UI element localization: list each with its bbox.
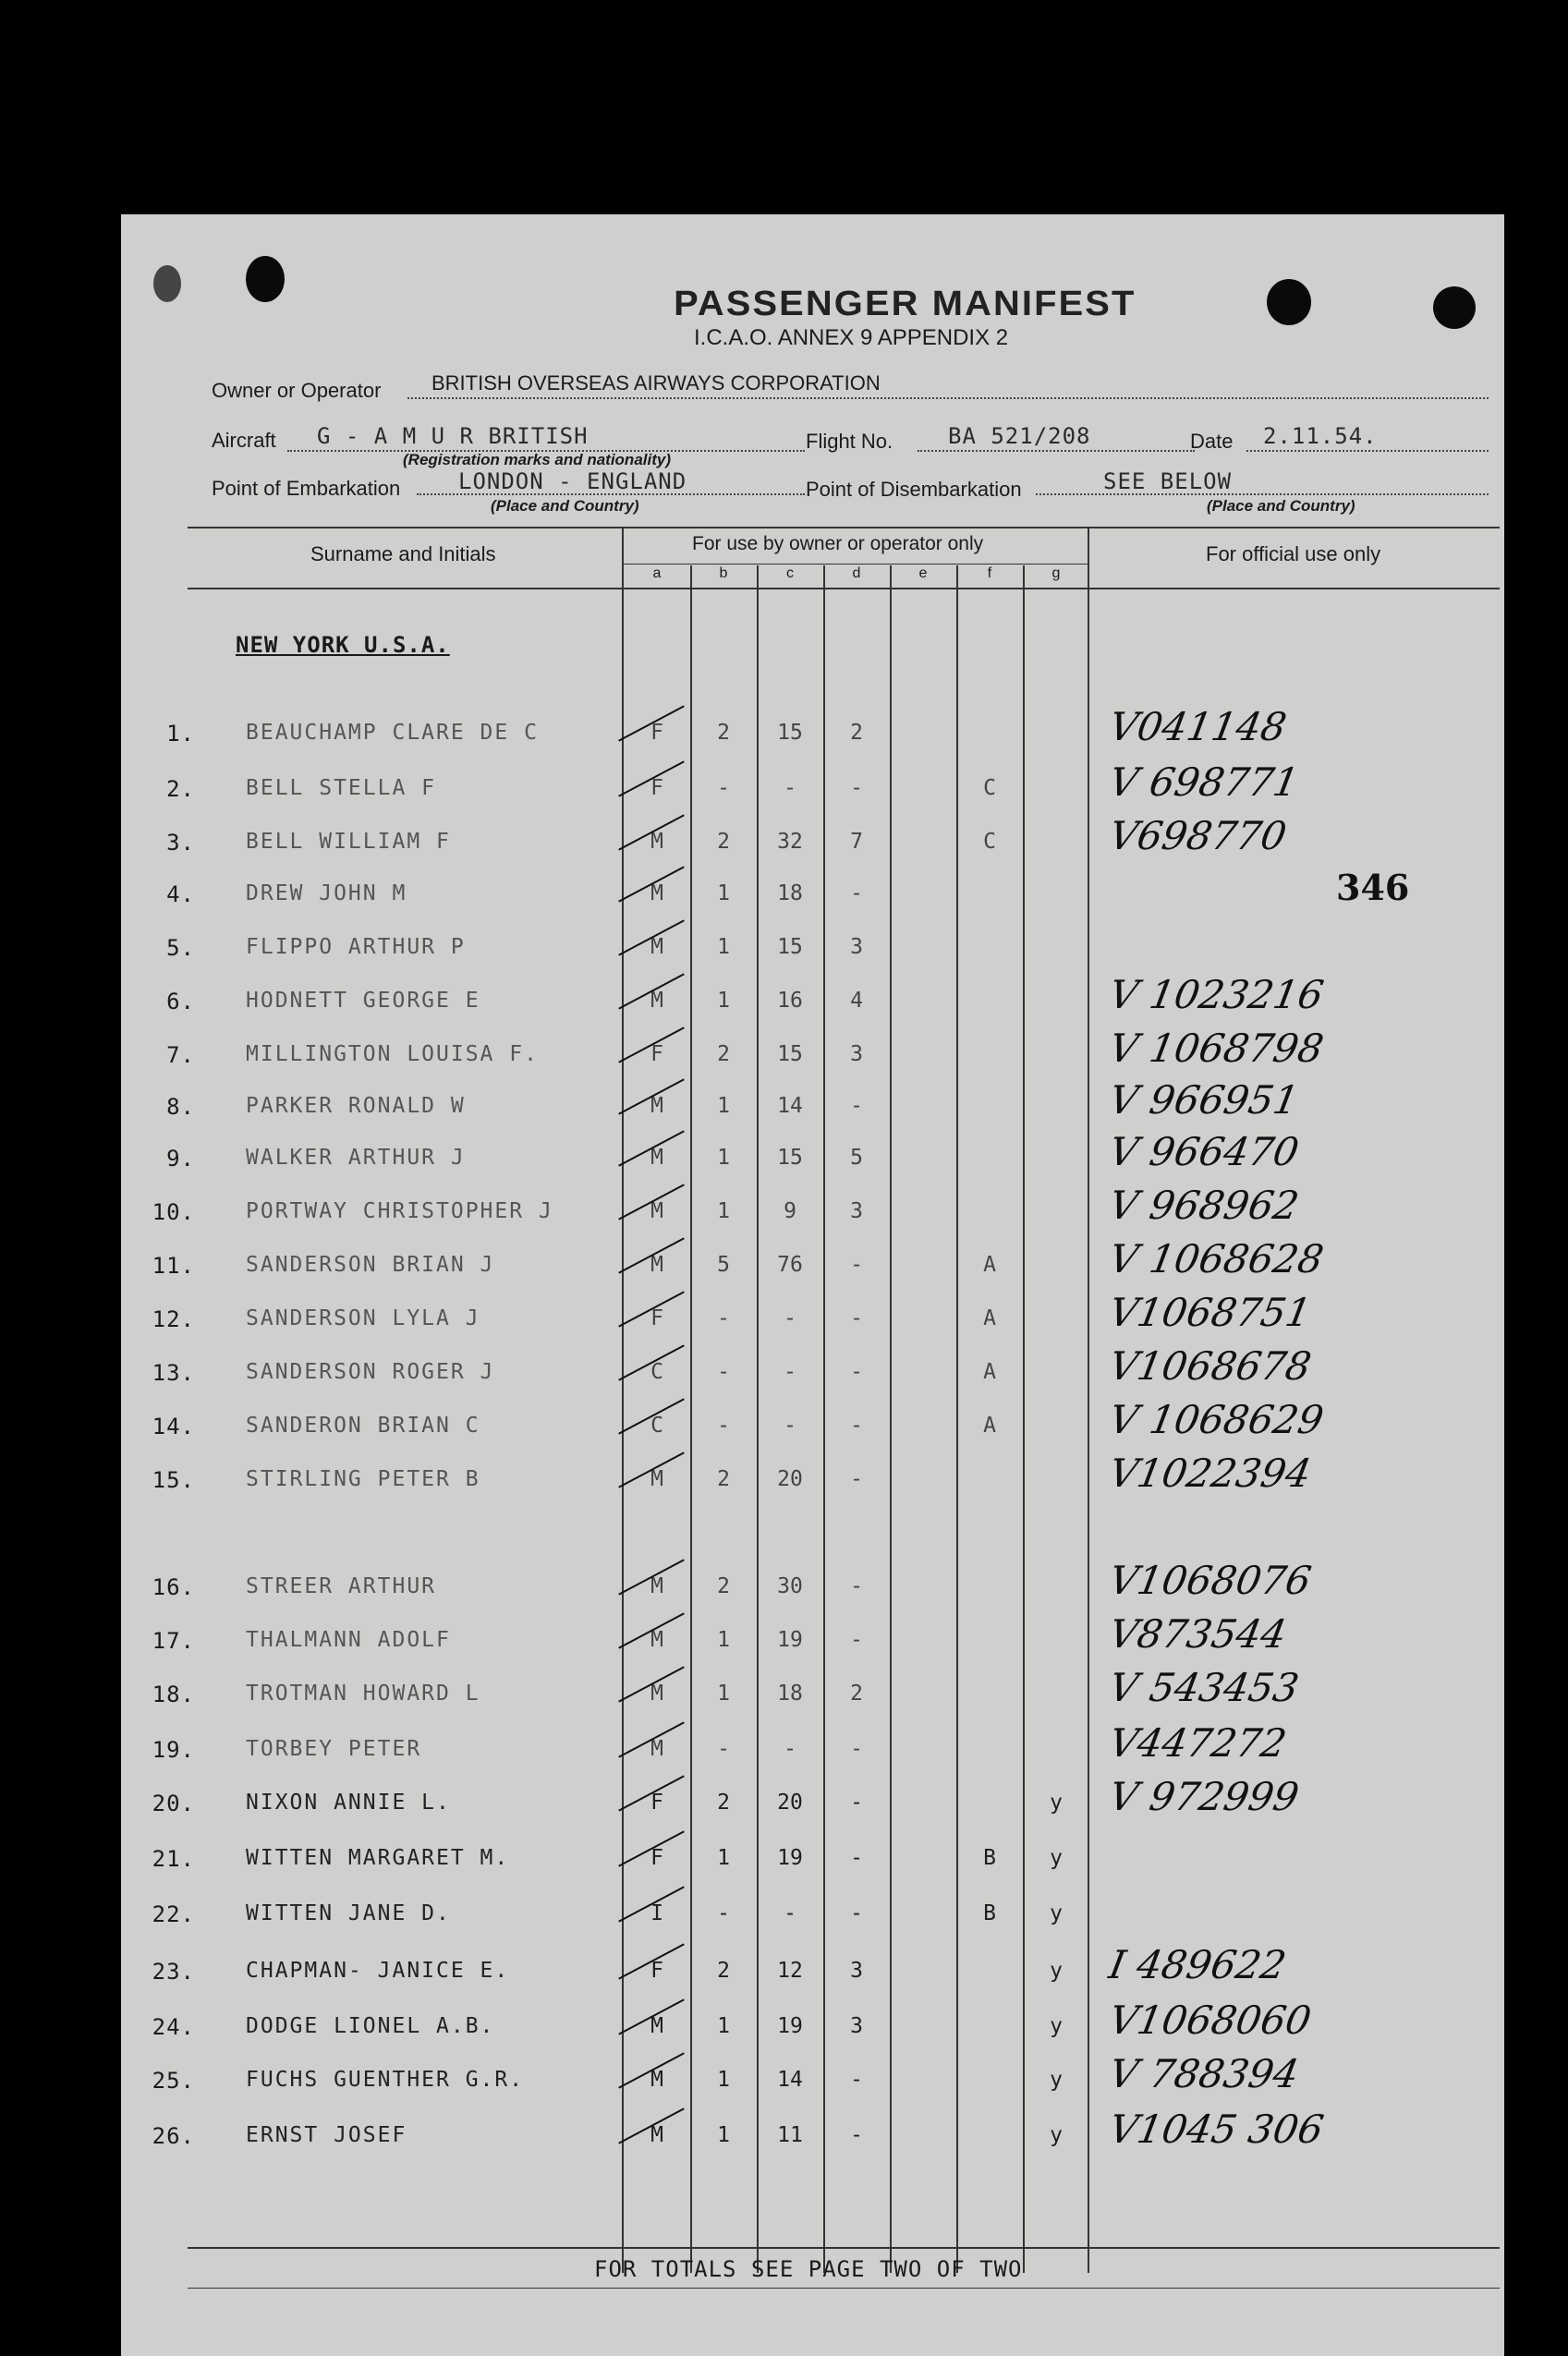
cell-c: -	[784, 776, 796, 800]
row-number: 11.	[152, 1253, 195, 1279]
cell-c: 18	[777, 881, 803, 905]
cell-a: M	[650, 1146, 663, 1170]
cell-c: -	[784, 1306, 796, 1330]
row-number: 4.	[166, 881, 195, 907]
disembark-underline	[1036, 493, 1489, 495]
row-number: 3.	[166, 830, 195, 856]
disembark-note: (Place and Country)	[1207, 497, 1355, 515]
cell-a: M	[650, 1628, 663, 1652]
official-visa-number: V1068060	[1105, 1998, 1315, 2043]
cell-b: 2	[717, 1467, 730, 1491]
passenger-name: FLIPPO ARTHUR P	[246, 935, 466, 959]
cell-f: C	[983, 776, 996, 800]
sub-col-rule	[757, 565, 759, 2273]
cell-b: 1	[717, 1146, 730, 1170]
row-number: 7.	[166, 1042, 195, 1068]
row-number: 19.	[152, 1737, 195, 1763]
punch-hole	[246, 256, 285, 302]
row-number: 23.	[152, 1959, 195, 1985]
table-header-rule	[188, 588, 1500, 589]
embark-note: (Place and Country)	[491, 497, 639, 515]
sub-col-header-f: f	[987, 565, 992, 581]
row-number: 9.	[166, 1146, 195, 1172]
cell-f: B	[983, 1901, 996, 1925]
passenger-name: STIRLING PETER B	[246, 1467, 480, 1491]
footer-rule	[188, 2247, 1500, 2249]
cell-a: M	[650, 1574, 663, 1598]
manifest-sheet	[121, 214, 1504, 2356]
cell-g: y	[1050, 2068, 1063, 2092]
row-number: 12.	[152, 1306, 195, 1332]
cell-a: M	[650, 881, 663, 905]
passenger-name: MILLINGTON LOUISA F.	[246, 1042, 539, 1066]
cell-g: y	[1050, 2014, 1063, 2038]
passenger-name: ERNST JOSEF	[246, 2123, 407, 2147]
disembark-label: Point of Disembarkation	[806, 478, 1022, 501]
cell-f: B	[983, 1846, 996, 1870]
cell-c: 30	[777, 1574, 803, 1598]
cell-b: 2	[717, 1042, 730, 1066]
sub-col-header-c: c	[786, 565, 794, 581]
row-number: 17.	[152, 1628, 195, 1654]
cell-b: 2	[717, 1574, 730, 1598]
cell-d: -	[850, 1737, 863, 1761]
cell-a: M	[650, 2068, 663, 2092]
official-visa-number: V 972999	[1105, 1774, 1303, 1819]
row-number: 15.	[152, 1467, 195, 1493]
row-number: 25.	[152, 2068, 195, 2094]
punch-hole	[153, 265, 181, 302]
cell-b: -	[717, 1306, 730, 1330]
cell-d: -	[850, 2068, 863, 2092]
aircraft-label: Aircraft	[212, 429, 276, 452]
cell-d: 4	[850, 989, 863, 1013]
cell-b: 1	[717, 2068, 730, 2092]
cell-f: A	[983, 1414, 996, 1438]
cell-a: F	[650, 1042, 663, 1066]
row-number: 26.	[152, 2123, 195, 2149]
cell-b: 1	[717, 1199, 730, 1223]
cell-b: -	[717, 1360, 730, 1384]
official-visa-number: V1068751	[1105, 1290, 1315, 1335]
passenger-name: SANDERSON BRIAN J	[246, 1253, 495, 1277]
official-visa-number: V 1068629	[1105, 1397, 1328, 1442]
cell-a: M	[650, 1682, 663, 1706]
official-visa-number: V 1068798	[1105, 1026, 1328, 1071]
official-visa-number: V 698771	[1105, 759, 1303, 805]
cell-d: -	[850, 1901, 863, 1925]
official-visa-number: V 968962	[1105, 1183, 1303, 1228]
cell-g: y	[1050, 1901, 1063, 1925]
destination-heading: NEW YORK U.S.A.	[236, 632, 450, 658]
cell-b: -	[717, 1737, 730, 1761]
row-number: 8.	[166, 1094, 195, 1120]
sub-col-header-a: a	[652, 565, 662, 581]
cell-c: 16	[777, 989, 803, 1013]
passenger-name: DREW JOHN M	[246, 881, 407, 905]
cell-c: 20	[777, 1791, 803, 1815]
cell-a: F	[650, 1791, 663, 1815]
passenger-name: DODGE LIONEL A.B.	[246, 2014, 495, 2038]
passenger-name: PORTWAY CHRISTOPHER J	[246, 1199, 553, 1223]
passenger-name: CHAPMAN- JANICE E.	[246, 1959, 510, 1983]
cell-a: M	[650, 935, 663, 959]
sub-col-rule	[624, 564, 1088, 565]
cell-c: 19	[777, 1628, 803, 1652]
sub-col-header-b: b	[719, 565, 728, 581]
col-rule	[622, 527, 624, 2273]
cell-b: 1	[717, 881, 730, 905]
cell-c: 18	[777, 1682, 803, 1706]
cell-b: -	[717, 1414, 730, 1438]
row-number: 6.	[166, 989, 195, 1014]
cell-c: 19	[777, 2014, 803, 2038]
cell-a: F	[650, 776, 663, 800]
official-visa-number: V041148	[1105, 704, 1290, 749]
official-visa-number: V1068076	[1105, 1558, 1315, 1603]
cell-f: C	[983, 830, 996, 854]
cell-a: C	[650, 1360, 663, 1384]
sub-col-rule	[890, 565, 892, 2273]
official-visa-number: V 966951	[1105, 1077, 1303, 1123]
flight-value: BA 521/208	[948, 423, 1091, 449]
official-visa-number: V 1023216	[1105, 972, 1328, 1017]
cell-c: 14	[777, 1094, 803, 1118]
punch-hole	[1433, 286, 1476, 329]
cell-c: 14	[777, 2068, 803, 2092]
row-number: 2.	[166, 776, 195, 802]
cell-b: 1	[717, 2014, 730, 2038]
cell-b: 2	[717, 1959, 730, 1983]
cell-b: 1	[717, 1094, 730, 1118]
cell-b: 1	[717, 1846, 730, 1870]
row-number: 20.	[152, 1791, 195, 1816]
cell-a: M	[650, 1094, 663, 1118]
row-number: 24.	[152, 2014, 195, 2040]
cell-c: 20	[777, 1467, 803, 1491]
passenger-name: BELL WILLIAM F	[246, 830, 451, 854]
cell-d: 7	[850, 830, 863, 854]
cell-b: 2	[717, 721, 730, 745]
col-surname-header: Surname and Initials	[310, 542, 496, 565]
col-rule	[1088, 527, 1089, 2273]
passenger-name: WITTEN MARGARET M.	[246, 1846, 510, 1870]
sub-col-rule	[956, 565, 958, 2273]
cell-a: M	[650, 830, 663, 854]
cell-d: 3	[850, 1959, 863, 1983]
row-number: 21.	[152, 1846, 195, 1872]
flight-underline	[918, 450, 1195, 452]
passenger-name: WALKER ARTHUR J	[246, 1146, 466, 1170]
sub-col-rule	[1023, 565, 1025, 2273]
cell-b: 1	[717, 1628, 730, 1652]
official-visa-number: V873544	[1105, 1611, 1290, 1657]
cell-c: -	[784, 1360, 796, 1384]
date-underline	[1246, 450, 1489, 452]
row-number: 1.	[166, 721, 195, 747]
passenger-name: NIXON ANNIE L.	[246, 1791, 451, 1815]
row-number: 14.	[152, 1414, 195, 1439]
cell-c: 19	[777, 1846, 803, 1870]
cell-g: y	[1050, 1959, 1063, 1983]
cell-d: -	[850, 1306, 863, 1330]
footer-rule-bottom	[188, 2288, 1500, 2289]
cell-b: 1	[717, 935, 730, 959]
official-visa-number: V 966470	[1105, 1129, 1303, 1174]
cell-c: 9	[784, 1199, 796, 1223]
footer-note: FOR TOTALS SEE PAGE TWO OF TWO	[594, 2256, 1023, 2282]
cell-a: M	[650, 1467, 663, 1491]
cell-a: F	[650, 1846, 663, 1870]
passenger-name: TORBEY PETER	[246, 1737, 422, 1761]
official-visa-number: I 489622	[1105, 1942, 1290, 1987]
cell-d: -	[850, 776, 863, 800]
row-number: 13.	[152, 1360, 195, 1386]
owner-underline	[407, 397, 1489, 399]
flight-label: Flight No.	[806, 430, 893, 453]
cell-a: M	[650, 1253, 663, 1277]
cell-b: -	[717, 1901, 730, 1925]
cell-b: 1	[717, 1682, 730, 1706]
cell-b: 2	[717, 1791, 730, 1815]
cell-c: 76	[777, 1253, 803, 1277]
official-visa-number: V1045 306	[1105, 2107, 1328, 2152]
cell-c: 15	[777, 1042, 803, 1066]
sub-col-header-d: d	[852, 565, 861, 581]
passenger-name: SANDERON BRIAN C	[246, 1414, 480, 1438]
aircraft-note: (Registration marks and nationality)	[403, 451, 671, 468]
page-number-stamp: 346	[1336, 867, 1410, 908]
cell-f: A	[983, 1306, 996, 1330]
row-number: 22.	[152, 1901, 195, 1927]
cell-d: 3	[850, 1199, 863, 1223]
cell-b: -	[717, 776, 730, 800]
cell-a: C	[650, 1414, 663, 1438]
passenger-name: FUCHS GUENTHER G.R.	[246, 2068, 525, 2092]
embark-label: Point of Embarkation	[212, 477, 401, 500]
official-visa-number: V447272	[1105, 1720, 1290, 1766]
row-number: 5.	[166, 935, 195, 961]
cell-b: 1	[717, 2123, 730, 2147]
cell-a: F	[650, 1959, 663, 1983]
cell-a: F	[650, 721, 663, 745]
cell-f: A	[983, 1360, 996, 1384]
cell-d: 3	[850, 935, 863, 959]
aircraft-value: G - A M U R BRITISH	[317, 423, 589, 449]
col-official-header: For official use only	[1206, 542, 1381, 565]
cell-a: F	[650, 1306, 663, 1330]
passenger-name: BELL STELLA F	[246, 776, 437, 800]
cell-d: -	[850, 1414, 863, 1438]
passenger-name: SANDERSON ROGER J	[246, 1360, 495, 1384]
official-visa-number: V 788394	[1105, 2051, 1303, 2096]
cell-a: I	[650, 1901, 663, 1925]
passenger-name: PARKER RONALD W	[246, 1094, 466, 1118]
official-visa-number: V698770	[1105, 813, 1290, 858]
cell-c: 32	[777, 830, 803, 854]
official-visa-number: V 543453	[1105, 1665, 1303, 1710]
cell-d: 3	[850, 2014, 863, 2038]
cell-c: -	[784, 1737, 796, 1761]
sub-col-header-e: e	[918, 565, 928, 581]
col-owner-header: For use by owner or operator only	[692, 533, 984, 554]
cell-b: 2	[717, 830, 730, 854]
punch-hole	[1267, 279, 1311, 325]
cell-d: -	[850, 1467, 863, 1491]
official-visa-number: V 1068628	[1105, 1236, 1328, 1281]
sub-col-rule	[823, 565, 825, 2273]
cell-c: 15	[777, 935, 803, 959]
passenger-name: TROTMAN HOWARD L	[246, 1682, 480, 1706]
cell-b: 5	[717, 1253, 730, 1277]
cell-d: -	[850, 1628, 863, 1652]
embark-value: LONDON - ENGLAND	[458, 468, 687, 494]
date-value: 2.11.54.	[1263, 423, 1378, 449]
cell-a: M	[650, 1737, 663, 1761]
cell-b: 1	[717, 989, 730, 1013]
cell-c: -	[784, 1901, 796, 1925]
owner-value: BRITISH OVERSEAS AIRWAYS CORPORATION	[432, 371, 881, 395]
cell-d: 2	[850, 721, 863, 745]
cell-d: -	[850, 1791, 863, 1815]
cell-a: M	[650, 2123, 663, 2147]
passenger-name: SANDERSON LYLA J	[246, 1306, 480, 1330]
cell-g: y	[1050, 1846, 1063, 1870]
cell-d: -	[850, 1846, 863, 1870]
cell-d: 3	[850, 1042, 863, 1066]
page-title: PASSENGER MANIFEST	[674, 285, 1136, 323]
cell-g: y	[1050, 1791, 1063, 1815]
page-subtitle: I.C.A.O. ANNEX 9 APPENDIX 2	[694, 325, 1009, 350]
cell-d: -	[850, 1574, 863, 1598]
date-label: Date	[1190, 430, 1234, 453]
embark-underline	[417, 493, 805, 495]
owner-label: Owner or Operator	[212, 379, 382, 402]
cell-d: -	[850, 881, 863, 905]
cell-c: -	[784, 1414, 796, 1438]
passenger-name: HODNETT GEORGE E	[246, 989, 480, 1013]
cell-c: 12	[777, 1959, 803, 1983]
official-visa-number: V1022394	[1105, 1451, 1315, 1496]
sub-col-header-g: g	[1051, 565, 1061, 581]
row-number: 18.	[152, 1682, 195, 1707]
cell-c: 11	[777, 2123, 803, 2147]
cell-a: M	[650, 989, 663, 1013]
official-visa-number: V1068678	[1105, 1343, 1315, 1389]
cell-d: -	[850, 1094, 863, 1118]
cell-d: -	[850, 2123, 863, 2147]
cell-g: y	[1050, 2123, 1063, 2147]
cell-c: 15	[777, 721, 803, 745]
cell-a: M	[650, 2014, 663, 2038]
passenger-name: THALMANN ADOLF	[246, 1628, 451, 1652]
cell-c: 15	[777, 1146, 803, 1170]
passenger-name: STREER ARTHUR	[246, 1574, 437, 1598]
cell-d: -	[850, 1360, 863, 1384]
cell-d: 5	[850, 1146, 863, 1170]
disembark-value: SEE BELOW	[1103, 468, 1233, 494]
passenger-name: WITTEN JANE D.	[246, 1901, 451, 1925]
passenger-name: BEAUCHAMP CLARE DE C	[246, 721, 539, 745]
cell-a: M	[650, 1199, 663, 1223]
cell-d: 2	[850, 1682, 863, 1706]
cell-d: -	[850, 1253, 863, 1277]
row-number: 10.	[152, 1199, 195, 1225]
sub-col-rule	[690, 565, 692, 2273]
row-number: 16.	[152, 1574, 195, 1600]
cell-f: A	[983, 1253, 996, 1277]
table-top-rule	[188, 527, 1500, 528]
